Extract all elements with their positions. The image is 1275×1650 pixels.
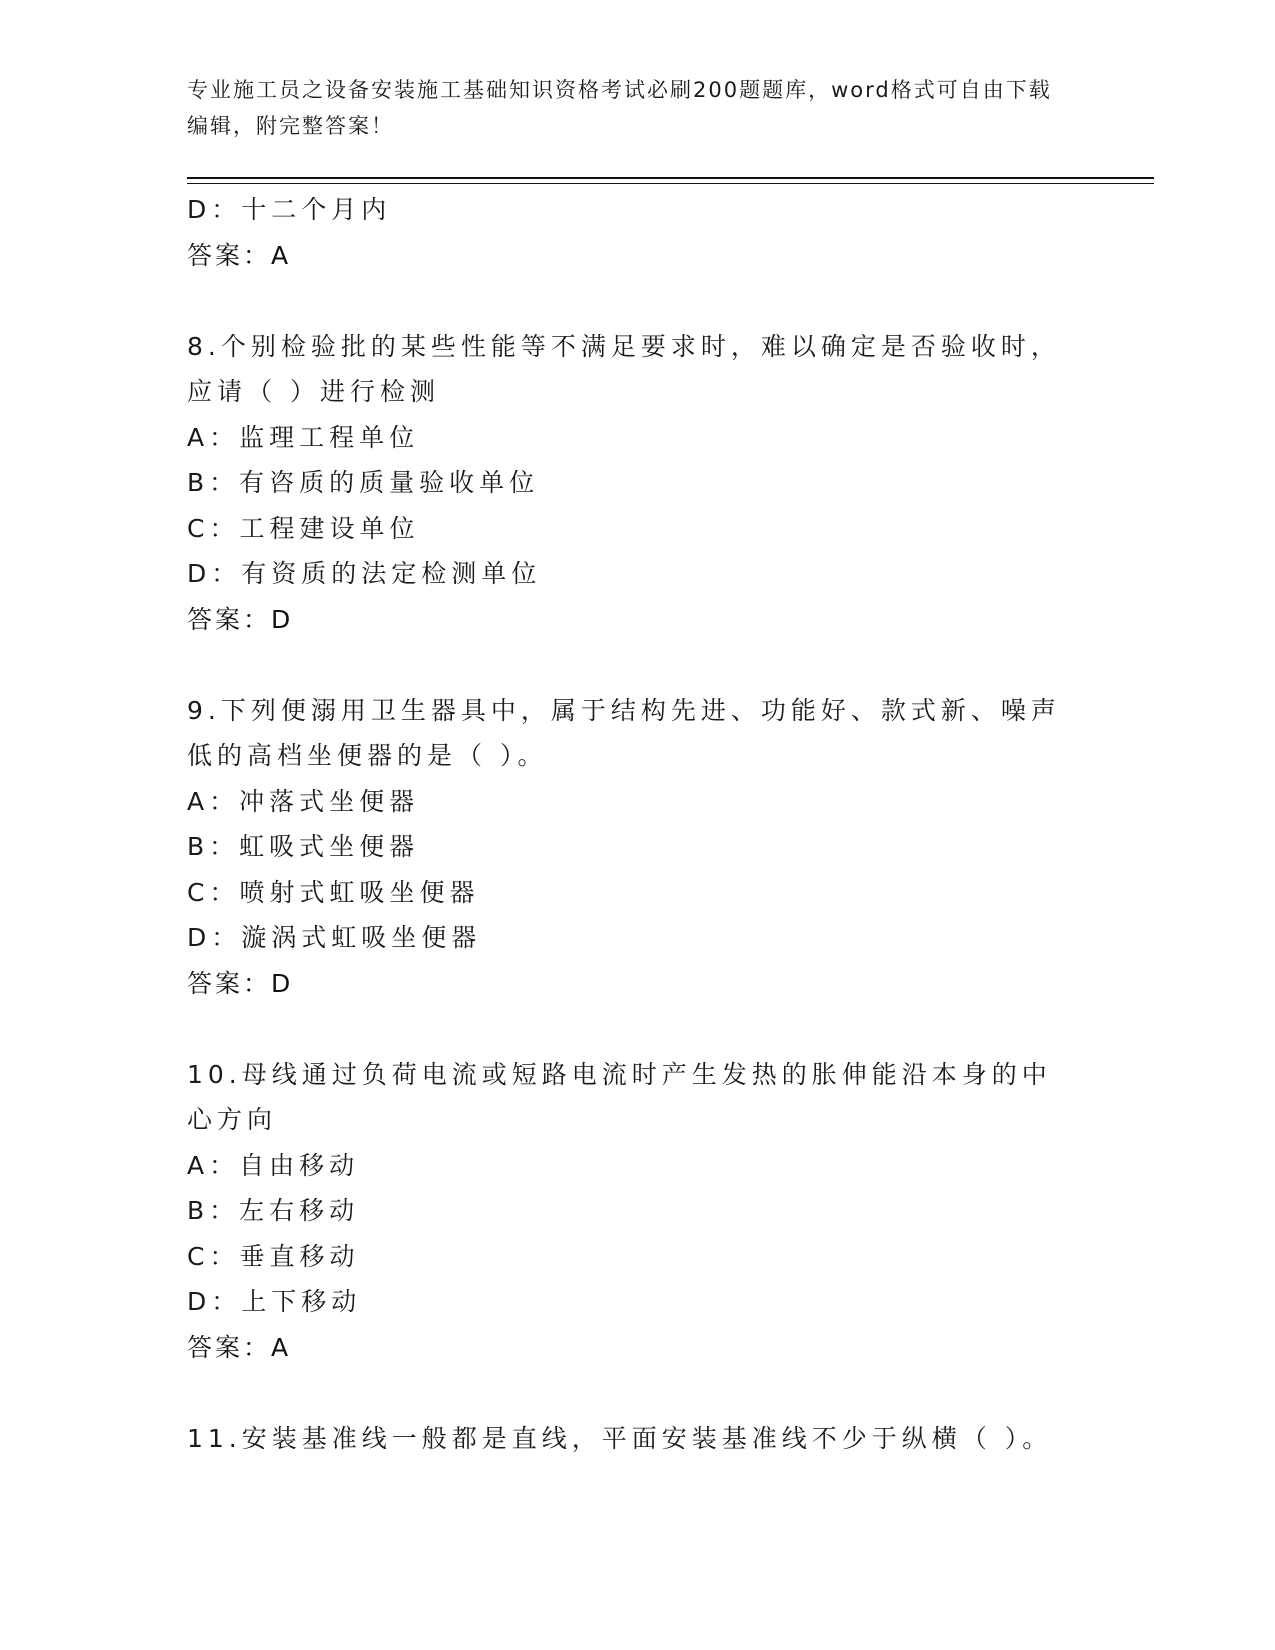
prev-question-answer: 答案：A — [187, 240, 292, 270]
question-9-option-b: B：虹吸式坐便器 — [187, 832, 420, 861]
question-9-option-a: A：冲落式坐便器 — [187, 786, 420, 816]
question-9-option-d: D：漩涡式虹吸坐便器 — [187, 923, 482, 952]
spacer — [187, 278, 1087, 324]
prev-question-option-d: D：十二个月内 — [187, 195, 392, 224]
question-8-option-d: D：有资质的法定检测单位 — [187, 559, 542, 588]
spacer — [187, 642, 1087, 688]
question-8-option-b: B：有咨质的质量验收单位 — [187, 468, 540, 497]
header-rule-thick — [187, 177, 1154, 179]
question-10-option-b: B：左右移动 — [187, 1196, 360, 1225]
question-10-option-a: A：自由移动 — [187, 1150, 360, 1180]
spacer — [187, 1006, 1087, 1052]
question-10-stem: 10.母线通过负荷电流或短路电流时产生发热的胀伸能沿本身的中心方向 — [187, 1059, 1052, 1134]
question-10-option-d: D：上下移动 — [187, 1287, 362, 1316]
question-10-option-c: C：垂直移动 — [187, 1241, 360, 1271]
spacer — [187, 1370, 1087, 1416]
question-9-option-c: C：喷射式虹吸坐便器 — [187, 877, 480, 907]
header-rule-thin — [187, 183, 1154, 184]
question-9-stem: 9.下列便溺用卫生器具中，属于结构先进、功能好、款式新、噪声低的高档坐便器的是（ ）。 — [187, 695, 1061, 770]
document-header: 专业施工员之设备安装施工基础知识资格考试必刷200题题库，word格式可自由下载编辑，附完整答案！ — [187, 78, 1052, 138]
question-list — [187, 187, 1087, 1461]
question-8-option-a: A：监理工程单位 — [187, 422, 420, 452]
question-11-stem: 11.安装基准线一般都是直线，平面安装基准线不少于纵横（ ）。 — [187, 1423, 1053, 1453]
question-8-answer: 答案：D — [187, 604, 294, 634]
question-8-stem: 8.个别检验批的某些性能等不满足要求时，难以确定是否验收时，应请（ ）进行检测 — [187, 331, 1061, 406]
question-9-answer: 答案：D — [187, 968, 294, 998]
question-10-answer: 答案：A — [187, 1332, 292, 1362]
question-8-option-c: C：工程建设单位 — [187, 513, 420, 543]
